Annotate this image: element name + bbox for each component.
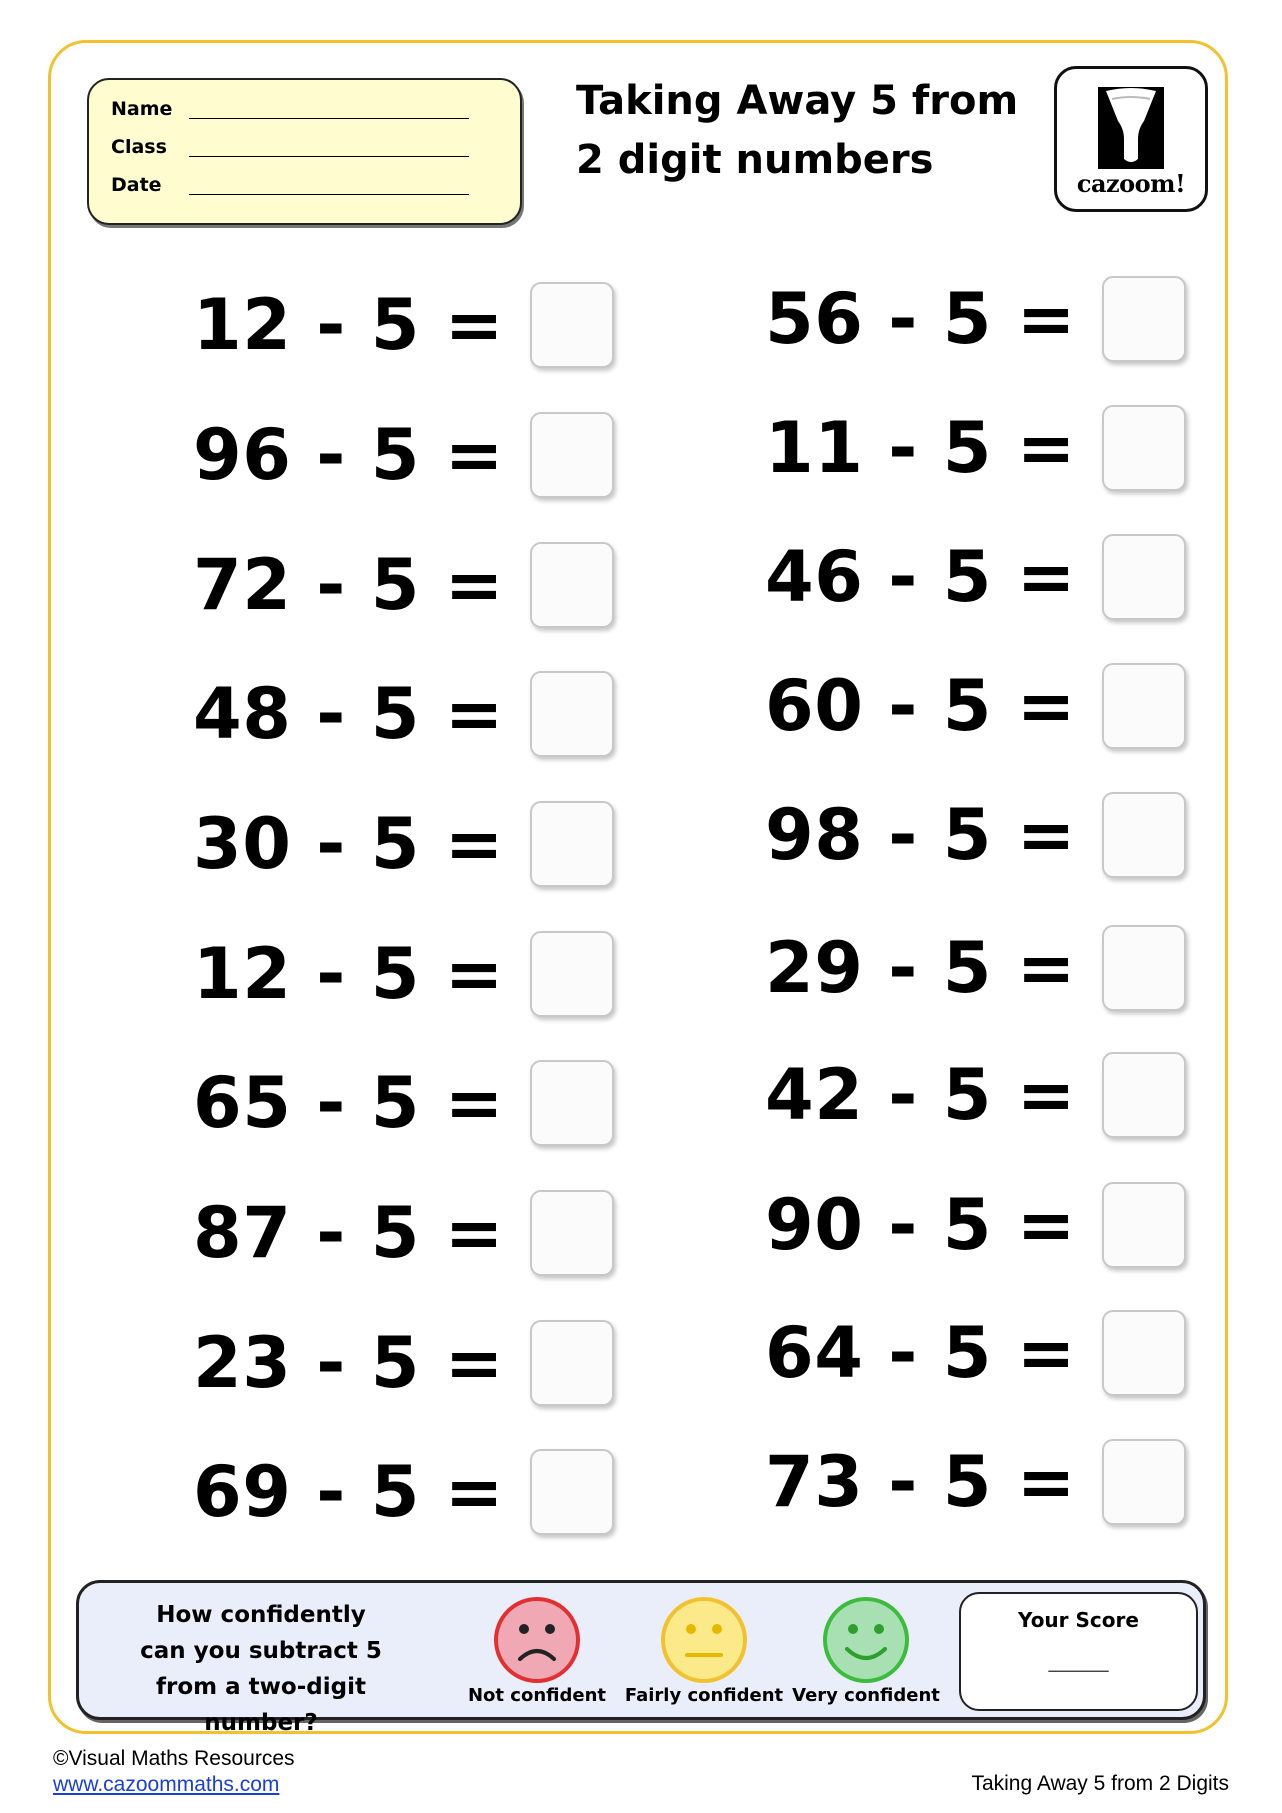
problem-left-3 xyxy=(193,542,614,628)
answer-box[interactable] xyxy=(1102,1310,1186,1396)
problem-left-8 xyxy=(193,1190,614,1276)
problem-right-9 xyxy=(765,1310,1186,1396)
sad-face-icon xyxy=(492,1597,582,1683)
problem-left-1 xyxy=(193,282,614,368)
problem-expression: 29 - 5 = xyxy=(765,927,1076,1009)
answer-box[interactable] xyxy=(1102,1439,1186,1525)
footer-worksheet-title: Taking Away 5 from 2 Digits xyxy=(971,1772,1229,1795)
problem-left-9 xyxy=(193,1320,614,1406)
score-box[interactable] xyxy=(959,1592,1198,1711)
answer-box[interactable] xyxy=(530,1190,614,1276)
title-line-2: 2 digit numbers xyxy=(576,137,934,183)
answer-box[interactable] xyxy=(530,282,614,368)
problem-right-1 xyxy=(765,276,1186,362)
happy-face-icon xyxy=(821,1597,911,1683)
score-title: Your Score xyxy=(1018,1608,1139,1632)
problem-right-5 xyxy=(765,792,1186,878)
problem-expression: 72 - 5 = xyxy=(193,544,504,626)
problem-expression: 42 - 5 = xyxy=(765,1054,1076,1136)
neutral-face-icon xyxy=(659,1597,749,1683)
problem-expression: 12 - 5 = xyxy=(193,933,504,1015)
problem-right-8 xyxy=(765,1182,1186,1268)
problem-left-5 xyxy=(193,801,614,887)
problem-right-7 xyxy=(765,1052,1186,1138)
class-label: Class xyxy=(111,136,167,158)
problem-expression: 69 - 5 = xyxy=(193,1451,504,1533)
copyright-text: ©Visual Maths Resources xyxy=(53,1747,295,1770)
date-label: Date xyxy=(111,174,162,196)
answer-box[interactable] xyxy=(530,412,614,498)
fairly-confident-label: Fairly confident xyxy=(624,1685,784,1706)
very-confident-label: Very confident xyxy=(792,1685,940,1706)
answer-box[interactable] xyxy=(1102,1052,1186,1138)
problem-expression: 11 - 5 = xyxy=(765,407,1076,489)
answer-box[interactable] xyxy=(530,801,614,887)
problem-right-10 xyxy=(765,1439,1186,1525)
fairly-confident-option[interactable] xyxy=(624,1597,784,1706)
problem-left-2 xyxy=(193,412,614,498)
problem-expression: 46 - 5 = xyxy=(765,536,1076,618)
problem-expression: 87 - 5 = xyxy=(193,1192,504,1274)
problem-expression: 90 - 5 = xyxy=(765,1184,1076,1266)
score-blank: ______ xyxy=(1048,1648,1109,1672)
answer-box[interactable] xyxy=(1102,276,1186,362)
problem-expression: 23 - 5 = xyxy=(193,1322,504,1404)
problem-right-4 xyxy=(765,663,1186,749)
very-confident-option[interactable] xyxy=(786,1597,946,1706)
title-line-1: Taking Away 5 from xyxy=(576,78,1019,124)
answer-box[interactable] xyxy=(530,542,614,628)
problem-expression: 60 - 5 = xyxy=(765,665,1076,747)
problem-expression: 30 - 5 = xyxy=(193,803,504,885)
problem-right-6 xyxy=(765,925,1186,1011)
name-label: Name xyxy=(111,98,173,120)
logo-text: cazoom! xyxy=(1076,169,1186,198)
problem-expression: 48 - 5 = xyxy=(193,673,504,755)
problem-left-7 xyxy=(193,1060,614,1146)
problem-expression: 64 - 5 = xyxy=(765,1312,1076,1394)
not-confident-label: Not confident xyxy=(467,1685,606,1706)
answer-box[interactable] xyxy=(530,1060,614,1146)
answer-box[interactable] xyxy=(1102,1182,1186,1268)
problem-left-6 xyxy=(193,931,614,1017)
problem-expression: 65 - 5 = xyxy=(193,1062,504,1144)
not-confident-option[interactable] xyxy=(457,1597,617,1706)
problem-right-3 xyxy=(765,534,1186,620)
answer-box[interactable] xyxy=(530,931,614,1017)
problem-expression: 73 - 5 = xyxy=(765,1441,1076,1523)
problem-right-2 xyxy=(765,405,1186,491)
problem-left-4 xyxy=(193,671,614,757)
answer-box[interactable] xyxy=(1102,792,1186,878)
problem-expression: 98 - 5 = xyxy=(765,794,1076,876)
answer-box[interactable] xyxy=(1102,534,1186,620)
problem-expression: 56 - 5 = xyxy=(765,278,1076,360)
confidence-question: How confidently can you subtract 5 from a two-digit number? xyxy=(140,1602,382,1736)
answer-box[interactable] xyxy=(530,1449,614,1535)
problem-expression: 12 - 5 = xyxy=(193,284,504,366)
answer-box[interactable] xyxy=(530,671,614,757)
answer-box[interactable] xyxy=(1102,925,1186,1011)
confidence-panel xyxy=(76,1580,1206,1736)
footer-credits xyxy=(53,1746,295,1798)
problem-left-10 xyxy=(193,1449,614,1535)
problem-expression: 96 - 5 = xyxy=(193,414,504,496)
answer-box[interactable] xyxy=(530,1320,614,1406)
answer-box[interactable] xyxy=(1102,405,1186,491)
answer-box[interactable] xyxy=(1102,663,1186,749)
website-link[interactable]: www.cazoommaths.com xyxy=(53,1773,280,1796)
